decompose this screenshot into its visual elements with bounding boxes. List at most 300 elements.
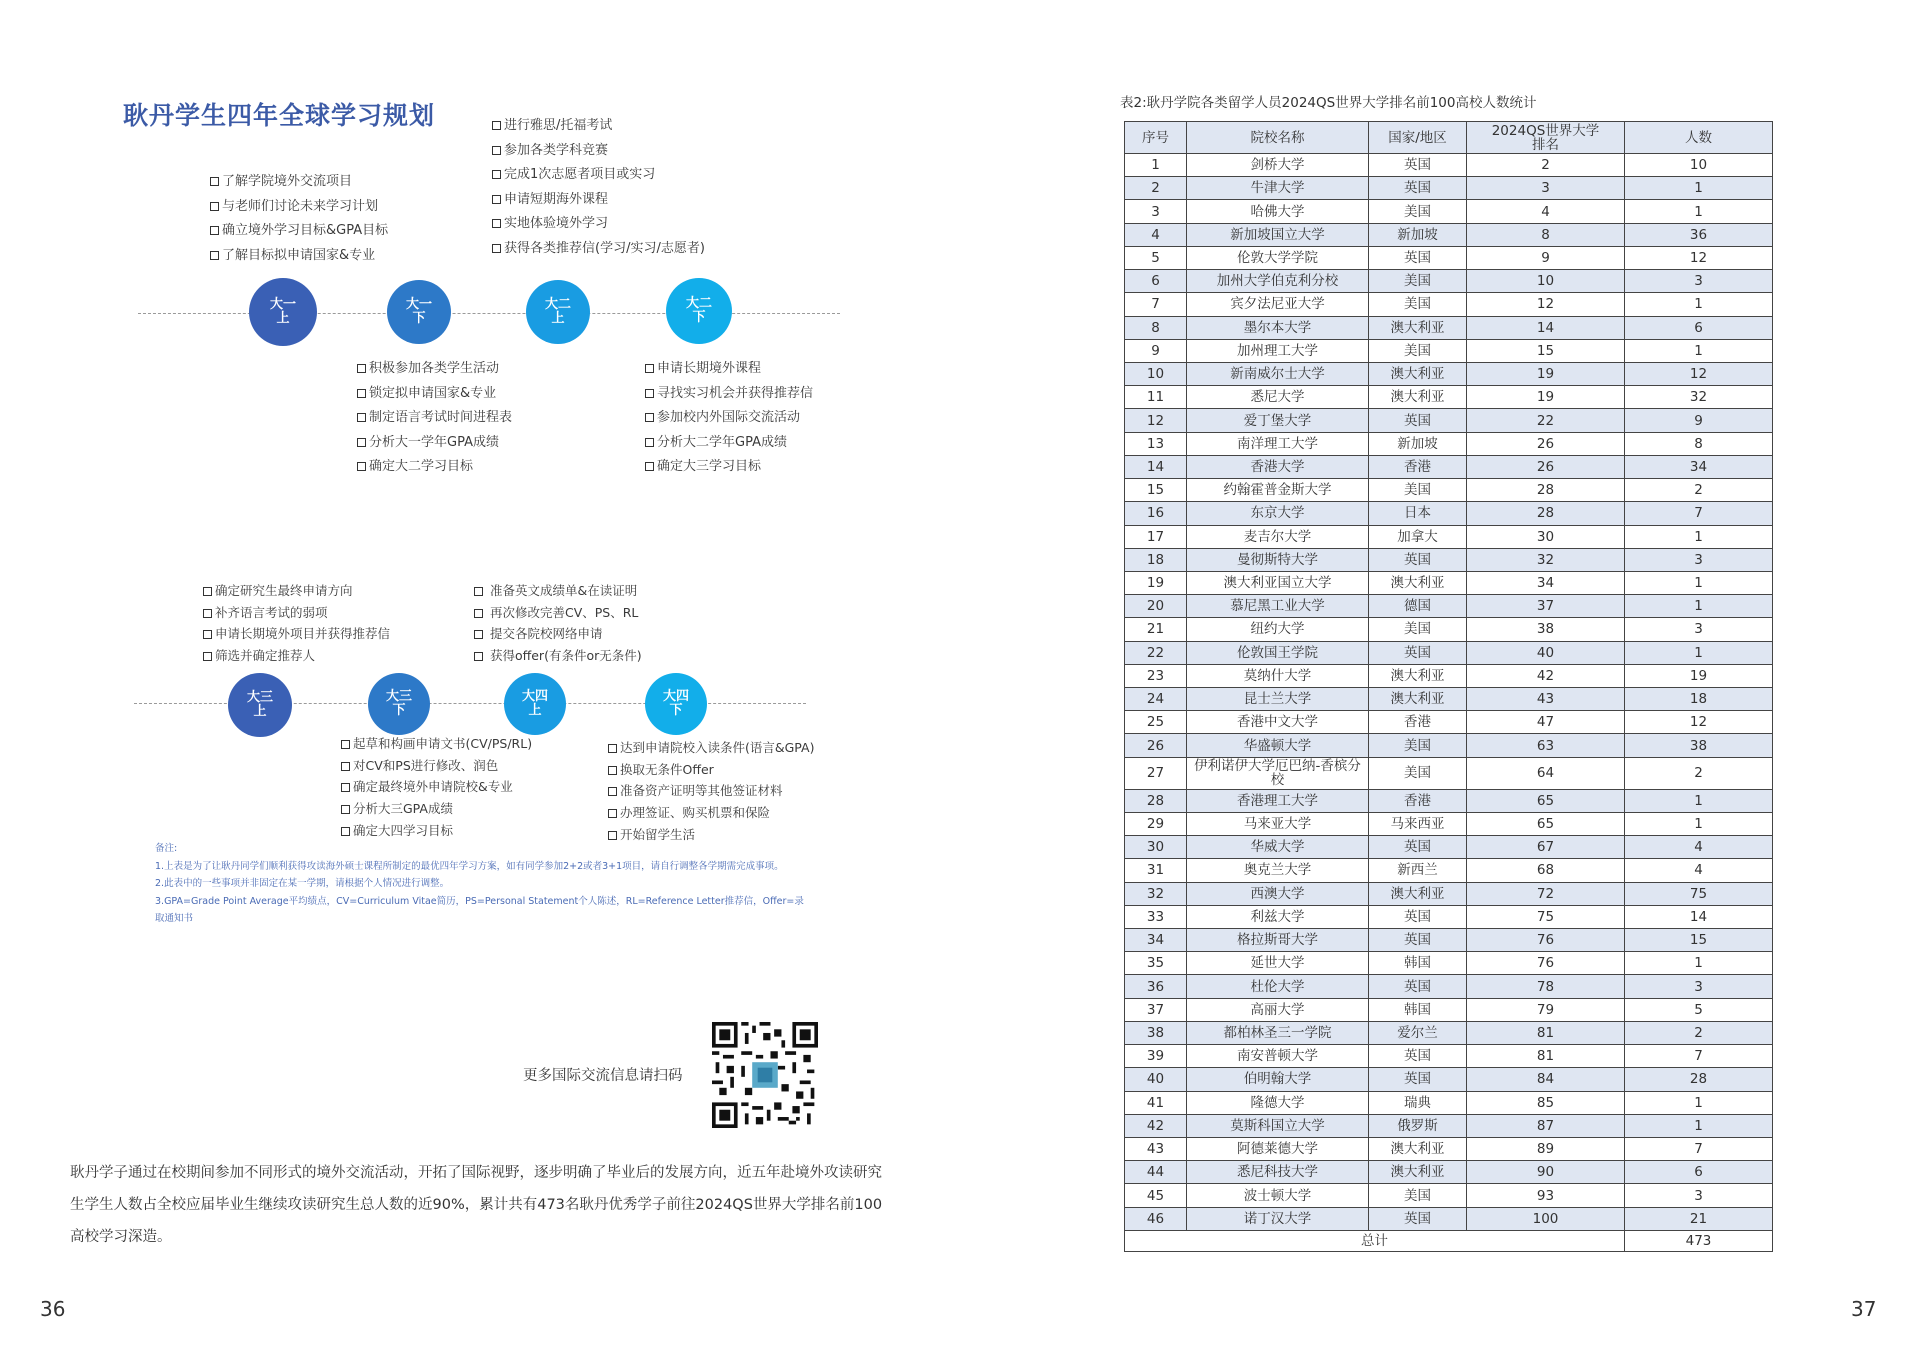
cell-school: 爱丁堡大学	[1187, 409, 1369, 432]
cell-country: 澳大利亚	[1369, 1137, 1467, 1160]
cell-school: 伦敦大学学院	[1187, 246, 1369, 269]
semester-node-y2b: 大二 下	[666, 278, 732, 344]
cell-rank: 85	[1467, 1091, 1625, 1114]
cell-rank: 78	[1467, 975, 1625, 998]
checkbox-icon	[474, 587, 483, 596]
cell-count: 1	[1625, 952, 1773, 975]
cell-count: 21	[1625, 1207, 1773, 1230]
cell-country: 英国	[1369, 1045, 1467, 1068]
checklist-item: 申请长期境外课程	[645, 357, 813, 382]
table-row	[1125, 1114, 1773, 1137]
cell-index: 34	[1125, 929, 1187, 952]
cell-school: 悉尼大学	[1187, 386, 1369, 409]
checklist-item: 参加各类学科竞赛	[492, 139, 705, 164]
note-line: 3.GPA=Grade Point Average平均绩点，CV=Curriculum Vitae简历，PS=Personal Statement个人陈述，RL=Reference Letter推荐信，Offer=录取通知书	[155, 895, 804, 924]
cell-rank: 8	[1467, 223, 1625, 246]
cell-index: 35	[1125, 952, 1187, 975]
cell-count: 3	[1625, 1184, 1773, 1207]
checklist-item: 进行雅思/托福考试	[492, 114, 705, 139]
checklist-item: 确定研究生最终申请方向	[203, 580, 390, 602]
checklist-item: 获得offer(有条件or无条件)	[474, 645, 642, 667]
cell-index: 10	[1125, 362, 1187, 385]
table-row	[1125, 836, 1773, 859]
cell-index: 15	[1125, 479, 1187, 502]
cell-count: 3	[1625, 548, 1773, 571]
cell-rank: 40	[1467, 641, 1625, 664]
cell-index: 19	[1125, 571, 1187, 594]
cell-country: 澳大利亚	[1369, 1161, 1467, 1184]
checkbox-icon	[492, 121, 501, 130]
cell-country: 英国	[1369, 409, 1467, 432]
checkbox-icon	[357, 364, 366, 373]
cell-count: 19	[1625, 664, 1773, 687]
cell-index: 30	[1125, 836, 1187, 859]
cell-country: 马来西亚	[1369, 812, 1467, 835]
checkbox-icon	[357, 462, 366, 471]
cell-school: 剑桥大学	[1187, 154, 1369, 177]
cell-rank: 87	[1467, 1114, 1625, 1137]
cell-index: 20	[1125, 595, 1187, 618]
checkbox-icon	[492, 195, 501, 204]
checklist-item: 确定大三学习目标	[645, 455, 813, 480]
cell-school: 莫纳什大学	[1187, 664, 1369, 687]
cell-school: 隆德大学	[1187, 1091, 1369, 1114]
page-number-right: 37	[1851, 1297, 1877, 1321]
table-row	[1125, 1207, 1773, 1230]
cell-country: 美国	[1369, 200, 1467, 223]
table-row	[1125, 929, 1773, 952]
cell-count: 7	[1625, 1137, 1773, 1160]
cell-rank: 26	[1467, 432, 1625, 455]
cell-rank: 28	[1467, 479, 1625, 502]
checklist-item: 确定大四学习目标	[341, 820, 532, 842]
cell-country: 韩国	[1369, 998, 1467, 1021]
table-row	[1125, 595, 1773, 618]
cell-rank: 84	[1467, 1068, 1625, 1091]
cell-count: 34	[1625, 455, 1773, 478]
cell-rank: 15	[1467, 339, 1625, 362]
cell-rank: 43	[1467, 688, 1625, 711]
cell-school: 诺丁汉大学	[1187, 1207, 1369, 1230]
cell-school: 伊利诺伊大学厄巴纳-香槟分校	[1187, 757, 1369, 789]
table-row	[1125, 548, 1773, 571]
cell-count: 3	[1625, 975, 1773, 998]
note-line: 2.此表中的一些事项并非固定在某一学期，请根据个人情况进行调整。	[155, 878, 450, 889]
table-row	[1125, 177, 1773, 200]
cell-school: 宾夕法尼亚大学	[1187, 293, 1369, 316]
table-row	[1125, 455, 1773, 478]
cell-index: 32	[1125, 882, 1187, 905]
cell-country: 澳大利亚	[1369, 571, 1467, 594]
checklist-item: 筛选并确定推荐人	[203, 645, 390, 667]
cell-count: 3	[1625, 618, 1773, 641]
checklist-item: 参加校内外国际交流活动	[645, 406, 813, 431]
checklist-item: 分析大一学年GPA成绩	[357, 431, 512, 456]
cell-country: 澳大利亚	[1369, 386, 1467, 409]
cell-country: 澳大利亚	[1369, 316, 1467, 339]
checklist-item: 寻找实习机会并获得推荐信	[645, 382, 813, 407]
cell-rank: 65	[1467, 812, 1625, 835]
cell-rank: 65	[1467, 789, 1625, 812]
checkbox-icon	[608, 744, 617, 753]
cell-count: 1	[1625, 525, 1773, 548]
checkbox-icon	[492, 146, 501, 155]
cell-rank: 90	[1467, 1161, 1625, 1184]
checkbox-icon	[608, 809, 617, 818]
cell-school: 莫斯科国立大学	[1187, 1114, 1369, 1137]
checklist-item: 准备资产证明等其他签证材料	[608, 780, 814, 802]
cell-index: 21	[1125, 618, 1187, 641]
checkbox-icon	[608, 787, 617, 796]
cell-school: 南安普顿大学	[1187, 1045, 1369, 1068]
cell-school: 慕尼黑工业大学	[1187, 595, 1369, 618]
cell-school: 新南威尔士大学	[1187, 362, 1369, 385]
checkbox-icon	[210, 251, 219, 260]
cell-index: 23	[1125, 664, 1187, 687]
cell-index: 46	[1125, 1207, 1187, 1230]
table-row	[1125, 571, 1773, 594]
cell-country: 英国	[1369, 154, 1467, 177]
checklist-item: 申请短期海外课程	[492, 188, 705, 213]
cell-school: 马来亚大学	[1187, 812, 1369, 835]
cell-rank: 3	[1467, 177, 1625, 200]
cell-school: 昆士兰大学	[1187, 688, 1369, 711]
year4-above-list	[474, 580, 642, 667]
table-row	[1125, 998, 1773, 1021]
checkbox-icon	[357, 413, 366, 422]
table-row	[1125, 200, 1773, 223]
checkbox-icon	[203, 652, 212, 661]
cell-index: 7	[1125, 293, 1187, 316]
semester-node-y3a: 大三 上	[228, 673, 292, 737]
table-row	[1125, 525, 1773, 548]
cell-index: 11	[1125, 386, 1187, 409]
checklist-item: 了解学院境外交流项目	[210, 170, 388, 195]
year2-above-list	[492, 114, 705, 261]
cell-country: 加拿大	[1369, 525, 1467, 548]
cell-rank: 34	[1467, 571, 1625, 594]
qr-code-icon[interactable]	[712, 1022, 818, 1128]
cell-rank: 63	[1467, 734, 1625, 757]
checklist-item: 分析大二学年GPA成绩	[645, 431, 813, 456]
checklist-item: 了解目标拟申请国家&专业	[210, 244, 388, 269]
year2-below-list	[645, 357, 813, 480]
checkbox-icon	[645, 413, 654, 422]
cell-count: 1	[1625, 571, 1773, 594]
cell-school: 格拉斯哥大学	[1187, 929, 1369, 952]
cell-count: 6	[1625, 316, 1773, 339]
cell-count: 7	[1625, 502, 1773, 525]
cell-count: 1	[1625, 1091, 1773, 1114]
year1-above-list	[210, 170, 388, 268]
table-row	[1125, 409, 1773, 432]
cell-index: 26	[1125, 734, 1187, 757]
cell-count: 8	[1625, 432, 1773, 455]
cell-country: 英国	[1369, 836, 1467, 859]
semester-node-y1a: 大一 上	[249, 278, 317, 346]
cell-school: 阿德莱德大学	[1187, 1137, 1369, 1160]
cell-school: 香港大学	[1187, 455, 1369, 478]
cell-index: 27	[1125, 757, 1187, 789]
cell-count: 12	[1625, 362, 1773, 385]
checklist-item: 申请长期境外项目并获得推荐信	[203, 623, 390, 645]
cell-school: 都柏林圣三一学院	[1187, 1021, 1369, 1044]
cell-count: 1	[1625, 641, 1773, 664]
cell-rank: 28	[1467, 502, 1625, 525]
cell-index: 16	[1125, 502, 1187, 525]
cell-school: 华盛顿大学	[1187, 734, 1369, 757]
cell-index: 33	[1125, 905, 1187, 928]
checklist-item: 换取无条件Offer	[608, 759, 814, 781]
table-row	[1125, 479, 1773, 502]
cell-country: 澳大利亚	[1369, 362, 1467, 385]
cell-index: 38	[1125, 1021, 1187, 1044]
cell-rank: 67	[1467, 836, 1625, 859]
cell-country: 澳大利亚	[1369, 664, 1467, 687]
checkbox-icon	[341, 827, 350, 836]
cell-rank: 26	[1467, 455, 1625, 478]
checkbox-icon	[357, 389, 366, 398]
year4-below-list	[608, 737, 814, 846]
semester-node-y3b: 大三 下	[368, 673, 430, 735]
cell-country: 日本	[1369, 502, 1467, 525]
cell-rank: 4	[1467, 200, 1625, 223]
cell-school: 杜伦大学	[1187, 975, 1369, 998]
table-row	[1125, 223, 1773, 246]
table-row	[1125, 641, 1773, 664]
cell-country: 澳大利亚	[1369, 882, 1467, 905]
cell-school: 利兹大学	[1187, 905, 1369, 928]
checkbox-icon	[608, 766, 617, 775]
table-row	[1125, 154, 1773, 177]
cell-rank: 47	[1467, 711, 1625, 734]
cell-country: 英国	[1369, 641, 1467, 664]
cell-school: 香港中文大学	[1187, 711, 1369, 734]
cell-rank: 42	[1467, 664, 1625, 687]
semester-node-y4b: 大四 下	[645, 673, 707, 735]
cell-country: 英国	[1369, 1207, 1467, 1230]
cell-school: 延世大学	[1187, 952, 1369, 975]
cell-rank: 81	[1467, 1045, 1625, 1068]
semester-node-y4a: 大四 上	[504, 673, 566, 735]
cell-country: 澳大利亚	[1369, 688, 1467, 711]
checkbox-icon	[474, 609, 483, 618]
timeline-line-1	[138, 313, 840, 314]
cell-country: 香港	[1369, 789, 1467, 812]
cell-school: 奥克兰大学	[1187, 859, 1369, 882]
cell-school: 伯明翰大学	[1187, 1068, 1369, 1091]
table-row	[1125, 859, 1773, 882]
cell-rank: 10	[1467, 270, 1625, 293]
cell-index: 39	[1125, 1045, 1187, 1068]
table-row	[1125, 502, 1773, 525]
cell-rank: 2	[1467, 154, 1625, 177]
table-row	[1125, 757, 1773, 789]
cell-index: 12	[1125, 409, 1187, 432]
note-line: 备注:	[155, 843, 178, 854]
cell-country: 美国	[1369, 734, 1467, 757]
cell-count: 4	[1625, 859, 1773, 882]
checkbox-icon	[357, 438, 366, 447]
cell-count: 14	[1625, 905, 1773, 928]
cell-rank: 93	[1467, 1184, 1625, 1207]
cell-count: 9	[1625, 409, 1773, 432]
col-header-rank: 2024QS世界大学排名	[1467, 122, 1625, 154]
cell-rank: 76	[1467, 929, 1625, 952]
cell-country: 香港	[1369, 711, 1467, 734]
cell-index: 14	[1125, 455, 1187, 478]
cell-index: 8	[1125, 316, 1187, 339]
cell-school: 南洋理工大学	[1187, 432, 1369, 455]
cell-country: 香港	[1369, 455, 1467, 478]
cell-country: 英国	[1369, 975, 1467, 998]
checkbox-icon	[645, 389, 654, 398]
cell-count: 1	[1625, 1114, 1773, 1137]
cell-rank: 19	[1467, 386, 1625, 409]
table-row	[1125, 789, 1773, 812]
cell-rank: 14	[1467, 316, 1625, 339]
checkbox-icon	[210, 177, 219, 186]
cell-index: 44	[1125, 1161, 1187, 1184]
cell-index: 17	[1125, 525, 1187, 548]
cell-count: 32	[1625, 386, 1773, 409]
cell-rank: 12	[1467, 293, 1625, 316]
cell-country: 美国	[1369, 1184, 1467, 1207]
table-row	[1125, 1068, 1773, 1091]
cell-index: 24	[1125, 688, 1187, 711]
checklist-item: 提交各院校网络申请	[474, 623, 642, 645]
checkbox-icon	[492, 170, 501, 179]
semester-node-y1b: 大一 下	[387, 280, 451, 344]
checkbox-icon	[203, 630, 212, 639]
plan-notes	[155, 840, 805, 928]
cell-school: 东京大学	[1187, 502, 1369, 525]
cell-school: 哈佛大学	[1187, 200, 1369, 223]
table-row	[1125, 1184, 1773, 1207]
checklist-item: 起草和构画申请文书(CV/PS/RL)	[341, 733, 532, 755]
checkbox-icon	[645, 462, 654, 471]
cell-school: 纽约大学	[1187, 618, 1369, 641]
cell-country: 美国	[1369, 479, 1467, 502]
cell-school: 悉尼科技大学	[1187, 1161, 1369, 1184]
cell-index: 29	[1125, 812, 1187, 835]
cell-country: 新加坡	[1369, 223, 1467, 246]
cell-school: 约翰霍普金斯大学	[1187, 479, 1369, 502]
cell-index: 1	[1125, 154, 1187, 177]
table-caption: 表2:耿丹学院各类留学人员2024QS世界大学排名前100高校人数统计	[1120, 95, 1537, 111]
table-row	[1125, 432, 1773, 455]
cell-count: 4	[1625, 836, 1773, 859]
cell-count: 36	[1625, 223, 1773, 246]
cell-country: 英国	[1369, 177, 1467, 200]
col-header-school: 院校名称	[1187, 122, 1369, 154]
cell-rank: 89	[1467, 1137, 1625, 1160]
cell-count: 28	[1625, 1068, 1773, 1091]
table-row	[1125, 711, 1773, 734]
cell-country: 美国	[1369, 270, 1467, 293]
checklist-item: 对CV和PS进行修改、润色	[341, 755, 532, 777]
cell-rank: 68	[1467, 859, 1625, 882]
table-row	[1125, 1045, 1773, 1068]
table-row	[1125, 339, 1773, 362]
cell-index: 43	[1125, 1137, 1187, 1160]
qr-caption: 更多国际交流信息请扫码	[523, 1068, 683, 1084]
year1-below-list	[357, 357, 512, 480]
checklist-item: 再次修改完善CV、PS、RL	[474, 602, 642, 624]
checkbox-icon	[341, 740, 350, 749]
cell-index: 31	[1125, 859, 1187, 882]
cell-index: 13	[1125, 432, 1187, 455]
cell-count: 2	[1625, 1021, 1773, 1044]
cell-index: 41	[1125, 1091, 1187, 1114]
checklist-item: 实地体验境外学习	[492, 212, 705, 237]
cell-count: 12	[1625, 711, 1773, 734]
cell-index: 40	[1125, 1068, 1187, 1091]
table-row	[1125, 882, 1773, 905]
cell-school: 澳大利亚国立大学	[1187, 571, 1369, 594]
cell-count: 1	[1625, 339, 1773, 362]
cell-country: 英国	[1369, 548, 1467, 571]
cell-index: 22	[1125, 641, 1187, 664]
cell-count: 18	[1625, 688, 1773, 711]
cell-country: 美国	[1369, 618, 1467, 641]
cell-country: 美国	[1369, 757, 1467, 789]
checkbox-icon	[210, 226, 219, 235]
checklist-item: 完成1次志愿者项目或实习	[492, 163, 705, 188]
cell-country: 爱尔兰	[1369, 1021, 1467, 1044]
table-row	[1125, 270, 1773, 293]
cell-count: 1	[1625, 595, 1773, 618]
cell-school: 华威大学	[1187, 836, 1369, 859]
cell-school: 新加坡国立大学	[1187, 223, 1369, 246]
checklist-item: 积极参加各类学生活动	[357, 357, 512, 382]
table-row	[1125, 362, 1773, 385]
cell-rank: 38	[1467, 618, 1625, 641]
table-row	[1125, 664, 1773, 687]
cell-school: 伦敦国王学院	[1187, 641, 1369, 664]
table-row	[1125, 316, 1773, 339]
cell-index: 3	[1125, 200, 1187, 223]
cell-index: 18	[1125, 548, 1187, 571]
cell-country: 新加坡	[1369, 432, 1467, 455]
table-row	[1125, 734, 1773, 757]
cell-count: 2	[1625, 479, 1773, 502]
checklist-item: 补齐语言考试的弱项	[203, 602, 390, 624]
cell-count: 75	[1625, 882, 1773, 905]
cell-count: 1	[1625, 200, 1773, 223]
cell-country: 德国	[1369, 595, 1467, 618]
semester-node-y2a: 大二 上	[526, 280, 590, 344]
checklist-item: 准备英文成绩单&在读证明	[474, 580, 642, 602]
cell-school: 曼彻斯特大学	[1187, 548, 1369, 571]
cell-rank: 72	[1467, 882, 1625, 905]
table-header-row	[1125, 122, 1773, 154]
cell-country: 美国	[1369, 339, 1467, 362]
year3-below-list	[341, 733, 532, 842]
cell-index: 9	[1125, 339, 1187, 362]
checklist-item: 制定语言考试时间进程表	[357, 406, 512, 431]
table-row	[1125, 812, 1773, 835]
table-row	[1125, 952, 1773, 975]
checkbox-icon	[645, 438, 654, 447]
checklist-item: 分析大三GPA成绩	[341, 798, 532, 820]
cell-country: 瑞典	[1369, 1091, 1467, 1114]
checkbox-icon	[341, 783, 350, 792]
cell-country: 英国	[1369, 246, 1467, 269]
cell-rank: 32	[1467, 548, 1625, 571]
cell-index: 36	[1125, 975, 1187, 998]
checklist-item: 确定最终境外申请院校&专业	[341, 776, 532, 798]
